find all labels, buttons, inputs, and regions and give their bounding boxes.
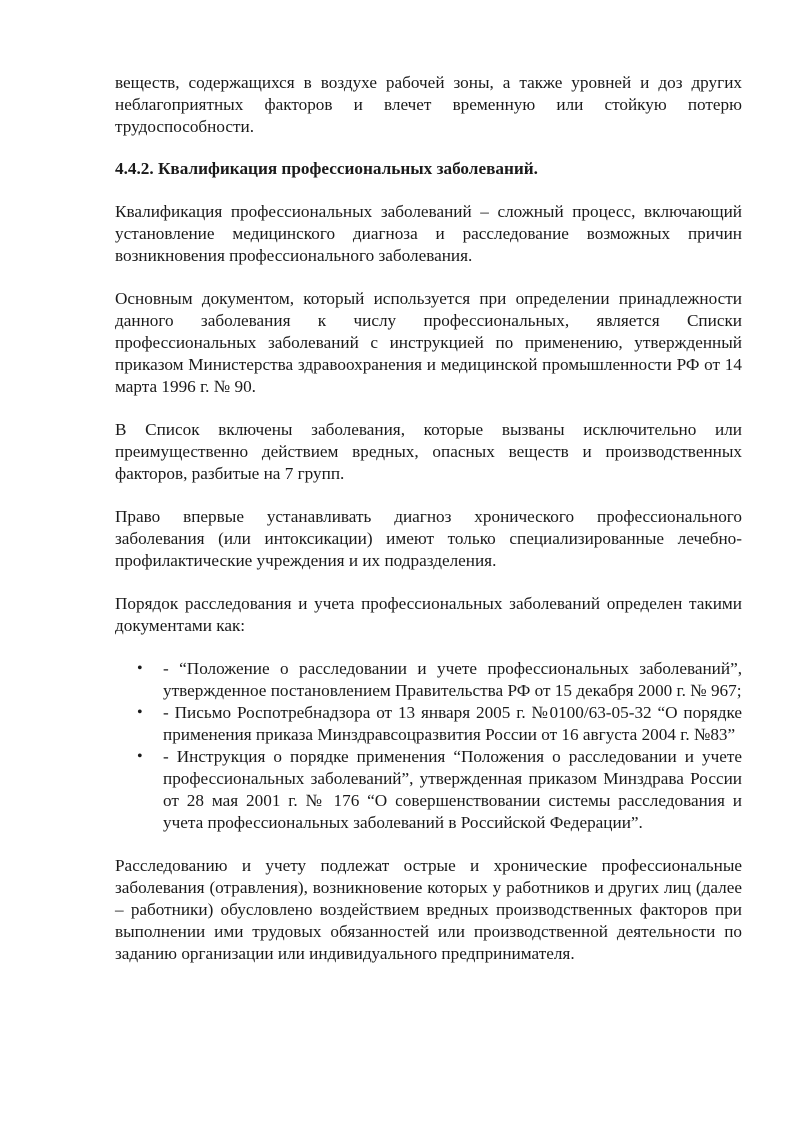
paragraph-qualification: Квалификация профессиональных заболеваний – сложный процесс, включающий установление медицинского диагноза и расследование возможных причин возникновения профессионального заболевания. <box>115 202 742 265</box>
paragraph-main-document: Основным документом, который используется при определении принадлежности данного заболевания к числу профессиональных, является Списки профессиональных заболеваний с инструкцией по применению, утвержденный приказом Министерства здравоохранения и медицинской промышленности РФ от 14 марта 1996 г. № 90. <box>115 289 742 396</box>
list-item <box>115 702 742 746</box>
list-item <box>115 658 742 702</box>
document-page <box>115 72 742 965</box>
paragraph-procedure: Порядок расследования и учета профессиональных заболеваний определен такими документами как: <box>115 594 742 635</box>
section-heading: 4.4.2. Квалификация профессиональных заболеваний. <box>115 159 538 178</box>
bullet-icon: • <box>137 748 143 765</box>
list-item-text: - “Положение о расследовании и учете профессиональных заболеваний”, утвержденное постановлением Правительства РФ от 15 декабря 2000 г. № 967; <box>163 659 742 700</box>
bullet-icon: • <box>137 704 143 721</box>
intro-paragraph: веществ, содержащихся в воздухе рабочей зоны, а также уровней и доз других неблагоприятных факторов и влечет временную или стойкую потерю трудоспособности. <box>115 73 742 136</box>
paragraph-list-contents: В Список включены заболевания, которые вызваны исключительно или преимущественно действием вредных, опасных веществ и производственных факторов, разбитые на 7 групп. <box>115 420 742 483</box>
documents-list <box>115 658 742 834</box>
closing-paragraph: Расследованию и учету подлежат острые и хронические профессиональные заболевания (отравления), возникновение которых у работников и других лиц (далее – работники) обусловлено воздействием вредных производственных факторов при выполнении ими трудовых обязанностей или производственной деятельности по заданию организации или индивидуального предпринимателя. <box>115 856 742 963</box>
list-item-text: - Инструкция о порядке применения “Положения о расследовании и учете профессиональных заболеваний”, утвержденная приказом Минздрава России от 28 мая 2001 г. № 176 “О совершенствовании системы расследования и учета профессиональных заболеваний в Российской Федерации”. <box>163 747 742 832</box>
bullet-icon: • <box>137 660 143 677</box>
list-item-text: - Письмо Роспотребнадзора от 13 января 2005 г. №0100/63-05-32 “О порядке применения приказа Минздравсоцразвития России от 16 августа 2004 г. №83” <box>163 703 742 744</box>
paragraph-diagnosis-right: Право впервые устанавливать диагноз хронического профессионального заболевания (или интоксикации) имеют только специализированные лечебно-профилактические учреждения и их подразделения. <box>115 507 742 570</box>
list-item <box>115 746 742 834</box>
